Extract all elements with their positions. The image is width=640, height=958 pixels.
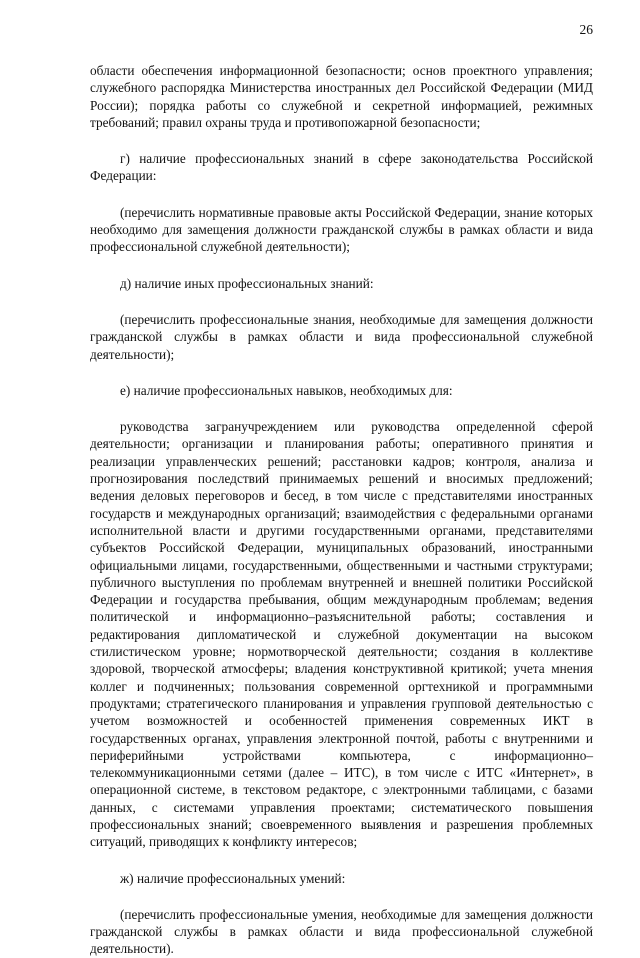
paragraph-skills-list: руководства загранучреждением или руководства определенной сферой деятельности; организации и планирования работы; оперативного принятия и реализации управленческих решений; расстановки кадров; контроля, анализа и прогнозирования последствий принимаемых решений и вносимых предложений; ведения деловых переговоров и бесед, в том числе с представителями иностранных государств и международных организаций; взаимодействия с федеральными органами исполнительной власти и другими государственными органами, представителями субъектов Российской Федерации, муниципальных образований, иностранными официальными лицами, государственными, общественными и частными структурами; публичного выступления по проблемам внутренней и внешней политики Российской Федерации и государства пребывания, общим международным проблемам; ведения политической и информационно–разъяснительной работы; составления и редактирования дипломатической и служебной документации на высоком стилистическом уровне; нормотворческой деятельности; создания в коллективе здоровой, творческой атмосферы; владения конструктивной критикой; учета мнения коллег и подчиненных; пользования современной оргтехникой и программными продуктами; стратегического планирования и управления групповой деятельностью с учетом возможностей и особенностей применения современных ИКТ в государственных органах, управления электронной почтой, работы с внутренними и периферийными устройствами компьютера, с информационно–телекоммуникационными сетями (далее – ИТС), в том числе с ИТС «Интернет», в операционной системе, в текстовом редакторе, с электронными таблицами, с базами данных, с системами управления проектами; систематического повышения профессиональных знаний; своевременного выявления и разрешения проблемных ситуаций, приводящих к конфликту интересов; xyxy=(90,419,593,850)
page-number: 26 xyxy=(579,22,593,37)
document-body xyxy=(90,62,593,958)
paragraph-continuation: области обеспечения информационной безопасности; основ проектного управления; служебного распорядка Министерства иностранных дел Российской Федерации (МИД России); порядка работы со служебной и секретной информацией, режимных требований; правил охраны труда и противопожарной безопасности; xyxy=(90,63,593,130)
paragraph-note-g: (перечислить нормативные правовые акты Российской Федерации, знание которых необходимо для замещения должности гражданской службы в рамках области и вида профессиональной служебной деятельности); xyxy=(90,204,593,255)
paragraph-item-g: г) наличие профессиональных знаний в сфере законодательства Российской Федерации: xyxy=(90,151,593,184)
paragraph-item-e: е) наличие профессиональных навыков, необходимых для: xyxy=(120,382,453,398)
paragraph-note-zh: (перечислить профессиональные умения, необходимые для замещения должности гражданской службы в рамках области и вида профессиональной служебной деятельности). xyxy=(90,906,593,957)
paragraph-note-d: (перечислить профессиональные знания, необходимые для замещения должности гражданской службы в рамках области и вида профессиональной служебной деятельности); xyxy=(90,311,593,362)
paragraph-item-d: д) наличие иных профессиональных знаний: xyxy=(120,275,374,291)
paragraph-item-zh: ж) наличие профессиональных умений: xyxy=(120,870,346,886)
